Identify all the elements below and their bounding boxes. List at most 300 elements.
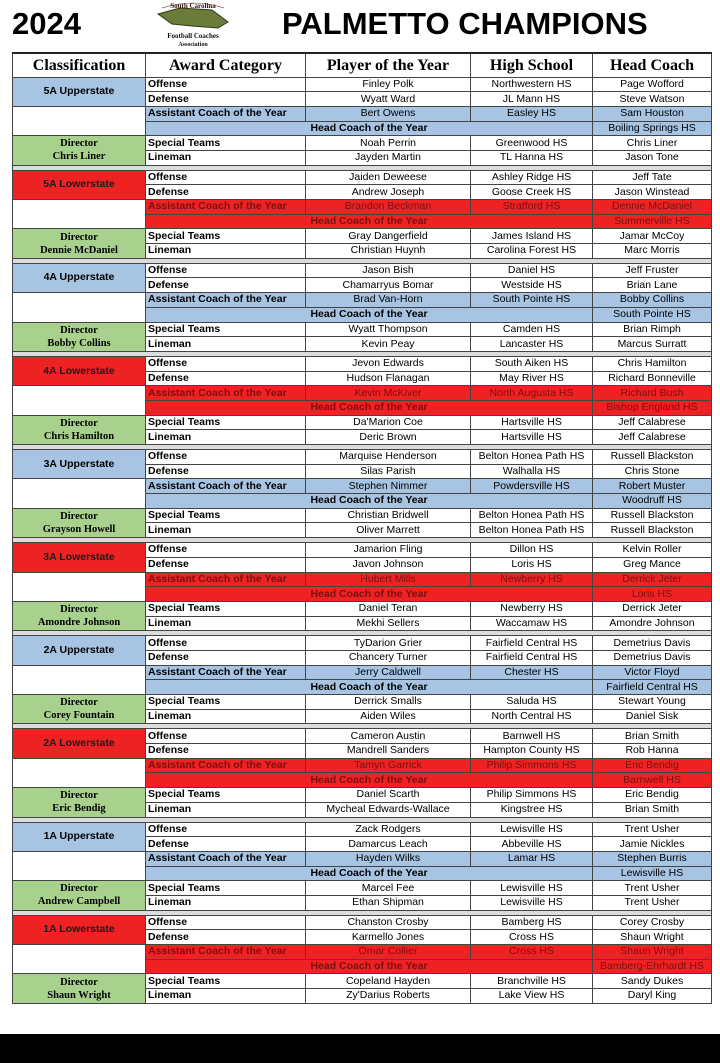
player-cell: Christian Bridwell bbox=[306, 508, 471, 523]
coach-cell: Eric Bendig bbox=[593, 758, 712, 773]
award-category-cell: Lineman bbox=[146, 244, 306, 259]
player-cell: Wyatt Thompson bbox=[306, 322, 471, 337]
school-cell: Lake View HS bbox=[471, 989, 593, 1004]
coach-cell: Jamie Nickles bbox=[593, 837, 712, 852]
coach-cell: Sandy Dukes bbox=[593, 974, 712, 989]
classification-cell: 4A Upperstate bbox=[13, 263, 146, 292]
player-cell: Andrew Joseph bbox=[306, 185, 471, 200]
coach-cell: Brian Smith bbox=[593, 802, 712, 817]
award-category-cell: Offense bbox=[146, 915, 306, 930]
table-row bbox=[13, 665, 712, 680]
school-cell: Bamberg-Ehrhardt HS bbox=[593, 959, 712, 974]
award-category-cell: Head Coach of the Year bbox=[146, 680, 593, 695]
award-category-cell: Assistant Coach of the Year bbox=[146, 106, 306, 121]
classification-blank bbox=[13, 293, 146, 322]
player-cell: Jamarion Fling bbox=[306, 543, 471, 558]
classification-blank bbox=[13, 479, 146, 508]
award-category-cell: Head Coach of the Year bbox=[146, 773, 593, 788]
award-category-cell: Head Coach of the Year bbox=[146, 307, 593, 322]
player-cell: Zy'Darius Roberts bbox=[306, 989, 471, 1004]
player-cell: Hubert Mills bbox=[306, 572, 471, 587]
coach-cell: Amondre Johnson bbox=[593, 616, 712, 631]
school-cell: Easley HS bbox=[471, 106, 593, 121]
player-cell: Cameron Austin bbox=[306, 729, 471, 744]
school-cell: Powdersville HS bbox=[471, 479, 593, 494]
coach-cell: Victor Floyd bbox=[593, 665, 712, 680]
player-cell: Da'Marion Coe bbox=[306, 415, 471, 430]
school-cell: Cross HS bbox=[471, 945, 593, 960]
player-cell: Jerry Caldwell bbox=[306, 665, 471, 680]
award-category-cell: Special Teams bbox=[146, 136, 306, 151]
school-cell: Philip Simmons HS bbox=[471, 788, 593, 803]
table-row bbox=[13, 881, 712, 896]
logo-text-org: Football Coaches bbox=[167, 32, 219, 40]
column-header-coach: Head Coach bbox=[593, 53, 712, 77]
section-2a-lowerstate bbox=[13, 724, 712, 817]
player-cell: Christian Huynh bbox=[306, 244, 471, 259]
player-cell: Marquise Henderson bbox=[306, 450, 471, 465]
award-category-cell: Special Teams bbox=[146, 881, 306, 896]
coach-cell: Chris Stone bbox=[593, 464, 712, 479]
coach-cell: Steve Watson bbox=[593, 92, 712, 107]
award-category-cell: Assistant Coach of the Year bbox=[146, 386, 306, 401]
director-label: Director bbox=[60, 231, 98, 243]
table-row bbox=[13, 415, 712, 430]
classification-blank bbox=[13, 851, 146, 880]
logo-text-state: South Carolina bbox=[170, 2, 216, 10]
award-category-cell: Defense bbox=[146, 930, 306, 945]
coach-cell: Russell Blackston bbox=[593, 508, 712, 523]
player-cell: Brandon Beckman bbox=[306, 200, 471, 215]
coach-cell: Demetrius Davis bbox=[593, 636, 712, 651]
school-cell: Lewisville HS bbox=[471, 822, 593, 837]
award-category-cell: Lineman bbox=[146, 709, 306, 724]
award-category-cell: Lineman bbox=[146, 616, 306, 631]
director-name: Shaun Wright bbox=[47, 989, 111, 1001]
school-cell: Barnwell HS bbox=[471, 729, 593, 744]
director-label: Director bbox=[60, 510, 98, 522]
player-cell: Silas Parish bbox=[306, 464, 471, 479]
coach-cell: Chris Hamilton bbox=[593, 356, 712, 371]
coach-cell: Russell Blackston bbox=[593, 523, 712, 538]
player-cell: Jevon Edwards bbox=[306, 356, 471, 371]
player-cell: Marcel Fee bbox=[306, 881, 471, 896]
player-cell: Oliver Marrett bbox=[306, 523, 471, 538]
school-cell: South Aiken HS bbox=[471, 356, 593, 371]
coach-cell: Marcus Surratt bbox=[593, 337, 712, 352]
classification-blank bbox=[13, 572, 146, 601]
classification-blank bbox=[13, 665, 146, 694]
award-category-cell: Offense bbox=[146, 729, 306, 744]
player-cell: Tamyn Garrick bbox=[306, 758, 471, 773]
school-cell: Carolina Forest HS bbox=[471, 244, 593, 259]
classification-cell: 3A Upperstate bbox=[13, 450, 146, 479]
coach-cell: Dennie McDaniel bbox=[593, 200, 712, 215]
school-cell: Dillon HS bbox=[471, 543, 593, 558]
director-label: Director bbox=[60, 138, 98, 150]
award-category-cell: Lineman bbox=[146, 523, 306, 538]
column-header-player: Player of the Year bbox=[306, 53, 471, 77]
school-cell: Waccamaw HS bbox=[471, 616, 593, 631]
award-category-cell: Defense bbox=[146, 185, 306, 200]
coach-cell: Daryl King bbox=[593, 989, 712, 1004]
award-category-cell: Assistant Coach of the Year bbox=[146, 293, 306, 308]
director-name: Chris Hamilton bbox=[43, 430, 115, 442]
scfca-logo bbox=[152, 0, 234, 50]
table-row bbox=[13, 822, 712, 837]
awards-table bbox=[12, 52, 712, 1004]
school-cell: Barnwell HS bbox=[593, 773, 712, 788]
school-cell: Saluda HS bbox=[471, 695, 593, 710]
school-cell: Loris HS bbox=[593, 587, 712, 602]
award-category-cell: Offense bbox=[146, 77, 306, 92]
school-cell: James Island HS bbox=[471, 229, 593, 244]
coach-cell: Eric Bendig bbox=[593, 788, 712, 803]
award-category-cell: Defense bbox=[146, 464, 306, 479]
director-cell bbox=[13, 881, 146, 910]
award-category-cell: Lineman bbox=[146, 430, 306, 445]
table-row bbox=[13, 572, 712, 587]
table-row bbox=[13, 386, 712, 401]
award-category-cell: Assistant Coach of the Year bbox=[146, 200, 306, 215]
school-cell: Boiling Springs HS bbox=[593, 121, 712, 136]
school-cell: Bishop England HS bbox=[593, 400, 712, 415]
coach-cell: Trent Usher bbox=[593, 895, 712, 910]
director-cell bbox=[13, 415, 146, 444]
award-category-cell: Special Teams bbox=[146, 601, 306, 616]
section-4a-lowerstate bbox=[13, 351, 712, 444]
table-row bbox=[13, 170, 712, 185]
coach-cell: Richard Bush bbox=[593, 386, 712, 401]
column-header-award-category: Award Category bbox=[146, 53, 306, 77]
section-1a-upperstate bbox=[13, 817, 712, 910]
player-cell: Ethan Shipman bbox=[306, 895, 471, 910]
award-category-cell: Special Teams bbox=[146, 695, 306, 710]
award-category-cell: Assistant Coach of the Year bbox=[146, 572, 306, 587]
classification-blank bbox=[13, 758, 146, 787]
school-cell: Lamar HS bbox=[471, 851, 593, 866]
player-cell: Daniel Teran bbox=[306, 601, 471, 616]
table-row bbox=[13, 636, 712, 651]
year-label: 2024 bbox=[12, 6, 81, 41]
player-cell: Gray Dangerfield bbox=[306, 229, 471, 244]
school-cell: Westside HS bbox=[471, 278, 593, 293]
school-cell: Lewisville HS bbox=[471, 895, 593, 910]
classification-cell: 2A Upperstate bbox=[13, 636, 146, 665]
player-cell: Kevin McKiver bbox=[306, 386, 471, 401]
school-cell: Loris HS bbox=[471, 557, 593, 572]
coach-cell: Brian Rimph bbox=[593, 322, 712, 337]
coach-cell: Sam Houston bbox=[593, 106, 712, 121]
director-cell bbox=[13, 229, 146, 258]
school-cell: Fairfield Central HS bbox=[471, 636, 593, 651]
award-category-cell: Lineman bbox=[146, 802, 306, 817]
director-name: Corey Fountain bbox=[43, 710, 115, 722]
table-header-row bbox=[13, 53, 712, 77]
coach-cell: Stephen Burris bbox=[593, 851, 712, 866]
player-cell: Derrick Smalls bbox=[306, 695, 471, 710]
classification-cell: 3A Lowerstate bbox=[13, 543, 146, 572]
award-category-cell: Defense bbox=[146, 650, 306, 665]
table-row bbox=[13, 601, 712, 616]
award-category-cell: Assistant Coach of the Year bbox=[146, 758, 306, 773]
school-cell: Goose Creek HS bbox=[471, 185, 593, 200]
coach-cell: Bobby Collins bbox=[593, 293, 712, 308]
school-cell: Camden HS bbox=[471, 322, 593, 337]
school-cell: North Central HS bbox=[471, 709, 593, 724]
award-category-cell: Defense bbox=[146, 371, 306, 386]
bottom-bar bbox=[0, 1034, 720, 1063]
award-category-cell: Head Coach of the Year bbox=[146, 866, 593, 881]
school-cell: North Augusta HS bbox=[471, 386, 593, 401]
director-cell bbox=[13, 601, 146, 630]
school-cell: Hartsville HS bbox=[471, 430, 593, 445]
director-label: Director bbox=[60, 697, 98, 709]
award-category-cell: Offense bbox=[146, 543, 306, 558]
player-cell: Hayden Wilks bbox=[306, 851, 471, 866]
award-category-cell: Offense bbox=[146, 636, 306, 651]
section-2a-upperstate bbox=[13, 631, 712, 724]
school-cell: Summerville HS bbox=[593, 214, 712, 229]
director-name: Andrew Campbell bbox=[37, 896, 121, 908]
award-category-cell: Offense bbox=[146, 356, 306, 371]
section-1a-lowerstate bbox=[13, 910, 712, 1003]
table-row bbox=[13, 479, 712, 494]
director-label: Director bbox=[60, 790, 98, 802]
school-cell: Fairfield Central HS bbox=[593, 680, 712, 695]
school-cell: Belton Honea Path HS bbox=[471, 508, 593, 523]
award-category-cell: Assistant Coach of the Year bbox=[146, 479, 306, 494]
award-category-cell: Special Teams bbox=[146, 974, 306, 989]
award-category-cell: Offense bbox=[146, 263, 306, 278]
table-row bbox=[13, 695, 712, 710]
director-cell bbox=[13, 322, 146, 351]
award-category-cell: Special Teams bbox=[146, 322, 306, 337]
section-5a-upperstate bbox=[13, 77, 712, 165]
director-cell bbox=[13, 695, 146, 724]
player-cell: Karmello Jones bbox=[306, 930, 471, 945]
coach-cell: Jeff Tate bbox=[593, 170, 712, 185]
player-cell: TyDarion Grier bbox=[306, 636, 471, 651]
coach-cell: Demetrius Davis bbox=[593, 650, 712, 665]
award-category-cell: Assistant Coach of the Year bbox=[146, 665, 306, 680]
award-category-cell: Special Teams bbox=[146, 415, 306, 430]
player-cell: Stephen Nimmer bbox=[306, 479, 471, 494]
player-cell: Jayden Martin bbox=[306, 150, 471, 165]
coach-cell: Richard Bonneville bbox=[593, 371, 712, 386]
coach-cell: Page Wofford bbox=[593, 77, 712, 92]
coach-cell: Jeff Fruster bbox=[593, 263, 712, 278]
coach-cell: Shaun Wright bbox=[593, 945, 712, 960]
table-row bbox=[13, 788, 712, 803]
player-cell: Daniel Scarth bbox=[306, 788, 471, 803]
player-cell: Chanston Crosby bbox=[306, 915, 471, 930]
school-cell: Belton Honea Path HS bbox=[471, 450, 593, 465]
school-cell: Fairfield Central HS bbox=[471, 650, 593, 665]
player-cell: Brad Van-Horn bbox=[306, 293, 471, 308]
table-row bbox=[13, 915, 712, 930]
award-category-cell: Head Coach of the Year bbox=[146, 400, 593, 415]
school-cell: Belton Honea Path HS bbox=[471, 523, 593, 538]
school-cell: Newberry HS bbox=[471, 572, 593, 587]
award-category-cell: Assistant Coach of the Year bbox=[146, 945, 306, 960]
classification-blank bbox=[13, 106, 146, 135]
coach-cell: Rob Hanna bbox=[593, 744, 712, 759]
award-category-cell: Lineman bbox=[146, 337, 306, 352]
coach-cell: Jason Tone bbox=[593, 150, 712, 165]
director-label: Director bbox=[60, 417, 98, 429]
table-row bbox=[13, 322, 712, 337]
school-cell: Northwestern HS bbox=[471, 77, 593, 92]
award-category-cell: Head Coach of the Year bbox=[146, 121, 593, 136]
logo-text-assoc: Association bbox=[178, 42, 208, 48]
player-cell: Chamarryus Bomar bbox=[306, 278, 471, 293]
award-category-cell: Head Coach of the Year bbox=[146, 587, 593, 602]
school-cell: Greenwood HS bbox=[471, 136, 593, 151]
classification-cell: 2A Lowerstate bbox=[13, 729, 146, 758]
coach-cell: Trent Usher bbox=[593, 881, 712, 896]
table-row bbox=[13, 758, 712, 773]
player-cell: Chancery Turner bbox=[306, 650, 471, 665]
director-cell bbox=[13, 788, 146, 817]
school-cell: Stratford HS bbox=[471, 200, 593, 215]
school-cell: Ashley Ridge HS bbox=[471, 170, 593, 185]
award-category-cell: Head Coach of the Year bbox=[146, 959, 593, 974]
classification-cell: 5A Upperstate bbox=[13, 77, 146, 106]
award-category-cell: Defense bbox=[146, 744, 306, 759]
award-category-cell: Special Teams bbox=[146, 229, 306, 244]
director-cell bbox=[13, 974, 146, 1003]
table-row bbox=[13, 974, 712, 989]
coach-cell: Trent Usher bbox=[593, 822, 712, 837]
school-cell: Daniel HS bbox=[471, 263, 593, 278]
classification-blank bbox=[13, 200, 146, 229]
player-cell: Mycheal Edwards-Wallace bbox=[306, 802, 471, 817]
coach-cell: Stewart Young bbox=[593, 695, 712, 710]
award-category-cell: Lineman bbox=[146, 150, 306, 165]
director-cell bbox=[13, 136, 146, 165]
director-name: Dennie McDaniel bbox=[40, 244, 118, 256]
school-cell: Branchville HS bbox=[471, 974, 593, 989]
coach-cell: Daniel Sisk bbox=[593, 709, 712, 724]
coach-cell: Robert Muster bbox=[593, 479, 712, 494]
coach-cell: Greg Mance bbox=[593, 557, 712, 572]
school-cell: Lewisville HS bbox=[593, 866, 712, 881]
award-category-cell: Offense bbox=[146, 822, 306, 837]
school-cell: Lancaster HS bbox=[471, 337, 593, 352]
classification-cell: 5A Lowerstate bbox=[13, 170, 146, 199]
player-cell: Noah Perrin bbox=[306, 136, 471, 151]
school-cell: Newberry HS bbox=[471, 601, 593, 616]
school-cell: Abbeville HS bbox=[471, 837, 593, 852]
coach-cell: Jamar McCoy bbox=[593, 229, 712, 244]
table-row bbox=[13, 543, 712, 558]
director-label: Director bbox=[60, 324, 98, 336]
classification-cell: 1A Lowerstate bbox=[13, 915, 146, 944]
award-category-cell: Assistant Coach of the Year bbox=[146, 851, 306, 866]
director-label: Director bbox=[60, 883, 98, 895]
table-row bbox=[13, 293, 712, 308]
page-title: PALMETTO CHAMPIONS bbox=[282, 6, 648, 41]
school-cell: Hartsville HS bbox=[471, 415, 593, 430]
school-cell: Walhalla HS bbox=[471, 464, 593, 479]
player-cell: Deric Brown bbox=[306, 430, 471, 445]
table-row bbox=[13, 356, 712, 371]
column-header-school: High School bbox=[471, 53, 593, 77]
player-cell: Aiden Wiles bbox=[306, 709, 471, 724]
player-cell: Omar Collier bbox=[306, 945, 471, 960]
player-cell: Finley Polk bbox=[306, 77, 471, 92]
player-cell: Kevin Peay bbox=[306, 337, 471, 352]
classification-cell: 1A Upperstate bbox=[13, 822, 146, 851]
table-row bbox=[13, 136, 712, 151]
player-cell: Mandrell Sanders bbox=[306, 744, 471, 759]
player-cell: Hudson Flanagan bbox=[306, 371, 471, 386]
director-name: Chris Liner bbox=[52, 151, 106, 163]
column-header-classification: Classification bbox=[13, 53, 146, 77]
coach-cell: Kelvin Roller bbox=[593, 543, 712, 558]
award-category-cell: Defense bbox=[146, 837, 306, 852]
school-cell: Cross HS bbox=[471, 930, 593, 945]
table-row bbox=[13, 450, 712, 465]
coach-cell: Marc Morris bbox=[593, 244, 712, 259]
award-category-cell: Lineman bbox=[146, 895, 306, 910]
page-header bbox=[0, 0, 720, 50]
section-3a-lowerstate bbox=[13, 538, 712, 631]
player-cell: Jason Bish bbox=[306, 263, 471, 278]
section-4a-upperstate bbox=[13, 258, 712, 351]
coach-cell: Brian Smith bbox=[593, 729, 712, 744]
table-row bbox=[13, 77, 712, 92]
player-cell: Damarcus Leach bbox=[306, 837, 471, 852]
coach-cell: Brian Lane bbox=[593, 278, 712, 293]
school-cell: Chester HS bbox=[471, 665, 593, 680]
school-cell: Philip Simmons HS bbox=[471, 758, 593, 773]
coach-cell: Russell Blackston bbox=[593, 450, 712, 465]
director-cell bbox=[13, 508, 146, 537]
coach-cell: Jeff Calabrese bbox=[593, 415, 712, 430]
school-cell: Bamberg HS bbox=[471, 915, 593, 930]
award-category-cell: Offense bbox=[146, 170, 306, 185]
director-label: Director bbox=[60, 976, 98, 988]
coach-cell: Chris Liner bbox=[593, 136, 712, 151]
table-row bbox=[13, 508, 712, 523]
director-name: Eric Bendig bbox=[52, 803, 106, 815]
table-row bbox=[13, 851, 712, 866]
school-cell: Lewisville HS bbox=[471, 881, 593, 896]
school-cell: Hampton County HS bbox=[471, 744, 593, 759]
school-cell: JL Mann HS bbox=[471, 92, 593, 107]
award-category-cell: Offense bbox=[146, 450, 306, 465]
coach-cell: Jason Winstead bbox=[593, 185, 712, 200]
award-category-cell: Defense bbox=[146, 557, 306, 572]
director-name: Grayson Howell bbox=[42, 523, 116, 535]
coach-cell: Shaun Wright bbox=[593, 930, 712, 945]
table-row bbox=[13, 200, 712, 215]
player-cell: Wyatt Ward bbox=[306, 92, 471, 107]
section-5a-lowerstate bbox=[13, 165, 712, 258]
school-cell: Woodruff HS bbox=[593, 494, 712, 509]
player-cell: Bert Owens bbox=[306, 106, 471, 121]
award-category-cell: Special Teams bbox=[146, 788, 306, 803]
classification-blank bbox=[13, 945, 146, 974]
table-row bbox=[13, 229, 712, 244]
player-cell: Zack Rodgers bbox=[306, 822, 471, 837]
school-cell: May River HS bbox=[471, 371, 593, 386]
director-label: Director bbox=[60, 604, 98, 616]
award-category-cell: Defense bbox=[146, 278, 306, 293]
table-row bbox=[13, 729, 712, 744]
